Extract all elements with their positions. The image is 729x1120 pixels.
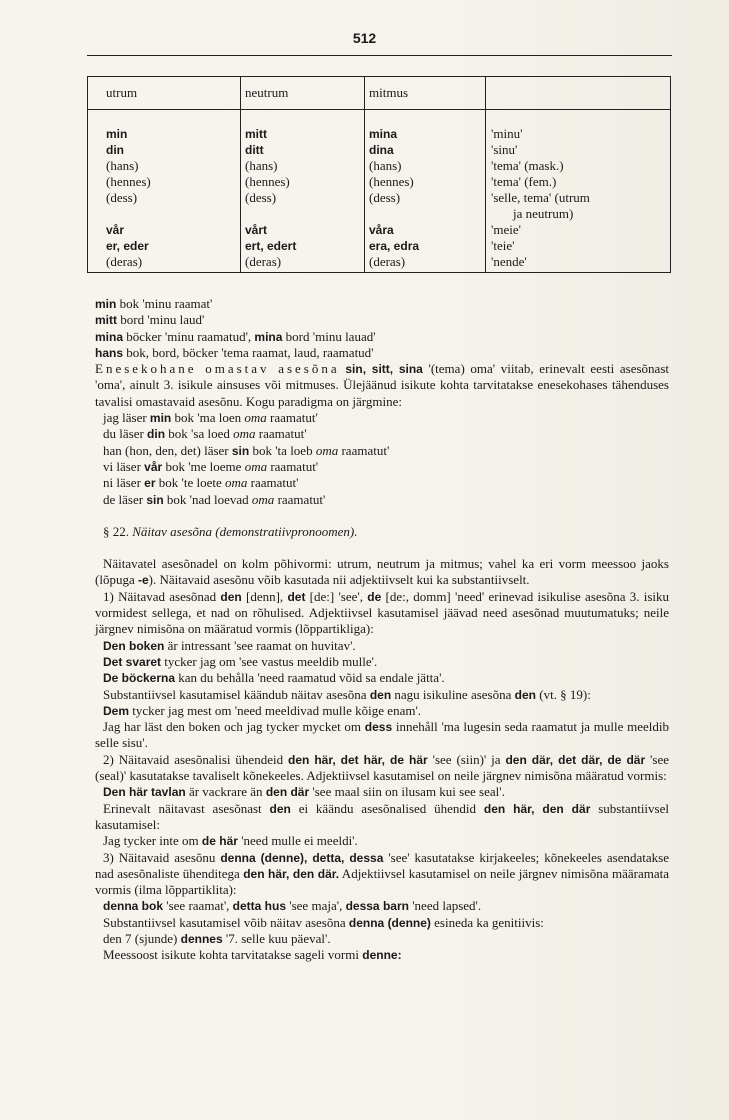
table-cell-line: ert, edert	[245, 239, 297, 253]
table-cell-line: mitt	[245, 127, 267, 141]
paradigm-line: du läser din bok 'sa loed oma raamatut'	[103, 426, 307, 442]
table-cell-line: 'teie'	[491, 238, 515, 253]
example-line: Den boken är intressant 'see raamat on huvitav'.	[103, 637, 356, 653]
table-cell-line: ditt	[245, 143, 264, 157]
paragraph: 1) Näitavad asesõnad den [denn], det [de:] 'see', de [de:, domm] 'need' erinevad isikulise asesõna 3. isiku vormidest sellega, et nad on rõhulised. Adjektiivsel kasutamisel jäävad need asesõnad muutumatuks; neile järgnev nimisõna on määratud vormis (lõppartikliga):	[95, 588, 669, 637]
table-cell-line: 'sinu'	[491, 142, 518, 157]
paradigm-line: ni läser er bok 'te loete oma raamatut'	[103, 475, 299, 491]
spacer	[95, 540, 669, 556]
example-line: min bok 'minu raamat'	[95, 296, 213, 311]
example-line: Jag tycker inte om de här 'need mulle ei meeldi'.	[103, 833, 358, 849]
section-heading: § 22. Näitav asesõna (demonstratiivpronoomen).	[103, 523, 358, 539]
header-translation	[486, 77, 671, 110]
paradigm-line: jag läser min bok 'ma loen oma raamatut'	[103, 410, 318, 426]
column-translation	[486, 110, 671, 273]
table-cell-line: (hans)	[106, 158, 139, 173]
table-cell-line: er, eder	[106, 239, 149, 253]
example-line: Det svaret tycker jag om 'see vastus meeldib mulle'.	[103, 653, 378, 669]
table-cell-line: (deras)	[106, 254, 143, 269]
table-cell-line: 'meie'	[491, 222, 521, 237]
table-cell-line: (hennes)	[369, 174, 414, 189]
table-cell-line: dina	[369, 143, 394, 157]
table-cell-line: (deras)	[245, 254, 282, 269]
header-utrum: utrum	[88, 77, 241, 110]
table-cell-line: (dess)	[245, 190, 277, 205]
table-cell-line: (hennes)	[106, 174, 151, 189]
example-line: hans bok, bord, böcker 'tema raamat, laud, raamatud'	[95, 344, 374, 360]
paragraph: 2) Näitavaid asesõnalisi ühendeid den här, det här, de här 'see (siin)' ja den där, det där, de där 'see (seal)' kasutatakse tavaliselt kõnekeeles. Adjektiivsel kasutamisel on neile järgnev nimisõna määratud vormis:	[95, 751, 669, 784]
table-header-row	[88, 77, 671, 110]
table-cell-line: (hans)	[245, 158, 278, 173]
column-mitmus	[365, 110, 486, 273]
table-cell-line	[106, 206, 240, 222]
table-cell-line: vårt	[245, 223, 268, 237]
paragraph: Substantiivsel kasutamisel käändub näitav asesõna den nagu isikuline asesõna den (vt. § 19):	[103, 686, 591, 702]
table-cell-line: din	[106, 143, 124, 157]
table-cell-line: (hans)	[369, 158, 402, 173]
paragraph: Meessoost isikute kohta tarvitatakse sageli vormi denne:	[103, 947, 402, 963]
example-line: De böckerna kan du behålla 'need raamatud võid sa endale jätta'.	[103, 670, 445, 686]
column-neutrum	[241, 110, 365, 273]
table-cell-line	[369, 206, 485, 222]
body-text	[95, 296, 669, 964]
table-body-row	[88, 110, 671, 273]
spacer	[95, 508, 669, 524]
possessive-pronoun-table	[87, 76, 671, 273]
table-cell-line: (dess)	[106, 190, 138, 205]
example-line: den 7 (sjunde) dennes '7. selle kuu päeval'.	[103, 930, 331, 946]
page-number: 512	[352, 30, 377, 46]
paradigm-line: vi läser vår bok 'me loeme oma raamatut'	[103, 458, 319, 474]
table-cell-line: (dess)	[369, 190, 401, 205]
table-cell-line: min	[106, 127, 128, 141]
example-line: mina böcker 'minu raamatud', mina bord 'minu lauad'	[95, 328, 376, 344]
table-cell-line: era, edra	[369, 239, 420, 253]
example-line: mitt bord 'minu laud'	[95, 312, 205, 328]
table-cell-line: 'tema' (mask.)	[491, 158, 564, 173]
header-neutrum: neutrum	[241, 77, 365, 110]
table-cell-line: 'minu'	[491, 126, 523, 141]
paragraph: 3) Näitavaid asesõnu denna (denne), detta, dessa 'see' kasutatakse kirjakeeles; kõnekeeles asendatakse nad asesõnaliste ühenditega den här, den där. Adjektiivsel kasutamisel on neile järgnev nimisõna määramata vormis (ilma lõppartiklita):	[95, 849, 669, 898]
table-cell-line: 'nende'	[491, 254, 527, 269]
table-cell-line: (deras)	[369, 254, 406, 269]
table-cell-line: våra	[369, 223, 394, 237]
paragraph: Jag har läst den boken och jag tycker mycket om dess innehåll 'ma lugesin seda raamatut ja mulle meeldib selle sisu'.	[95, 719, 669, 751]
table-cell-line: 'tema' (fem.)	[491, 174, 557, 189]
paragraph: Näitavatel asesõnadel on kolm põhivormi: utrum, neutrum ja mitmus; vahel ka eri vorm meessoo jaoks (lõpuga -e). Näitavaid asesõnu võib kasutada nii adjektiivselt kui ka substantiivselt.	[95, 556, 669, 588]
table-cell-line: 'selle, tema' (utrum	[491, 190, 590, 205]
header-rule	[87, 55, 672, 56]
example-line: Dem tycker jag mest om 'need meeldivad mulle kõige enam'.	[103, 702, 422, 718]
paragraph: Enesekohane omastav asesõna sin, sitt, sina '(tema) oma' viitab, erinevalt eesti asesõnast 'oma', ainult 3. isikule ainsuses või mitmuses. Ülejäänud isikute kohta tarvitatakse enesekohases tähenduses tavalisi omastavaid asesõnu. Kogu paradigma on järgmine:	[95, 361, 669, 409]
paradigm-line: de läser sin bok 'nad loevad oma raamatut'	[103, 491, 326, 507]
header-mitmus: mitmus	[365, 77, 486, 110]
table-cell-line: ja neutrum)	[513, 206, 574, 221]
paragraph: Substantiivsel kasutamisel võib näitav asesõna denna (denne) esineda ka genitiivis:	[103, 914, 544, 930]
column-utrum	[88, 110, 241, 273]
table-cell-line: (hennes)	[245, 174, 290, 189]
table-cell-line: mina	[369, 127, 398, 141]
table-cell-line: vår	[106, 223, 125, 237]
example-line: Den här tavlan är vackrare än den där 'see maal siin on ilusam kui see seal'.	[103, 784, 505, 800]
table-cell-line	[245, 206, 364, 222]
paragraph: Erinevalt näitavast asesõnast den ei käändu asesõnalised ühendid den här, den där substantiivsel kasutamisel:	[95, 800, 669, 832]
paradigm-line: han (hon, den, det) läser sin bok 'ta loeb oma raamatut'	[103, 442, 390, 458]
example-line: denna bok 'see raamat', detta hus 'see maja', dessa barn 'need lapsed'.	[103, 898, 482, 914]
